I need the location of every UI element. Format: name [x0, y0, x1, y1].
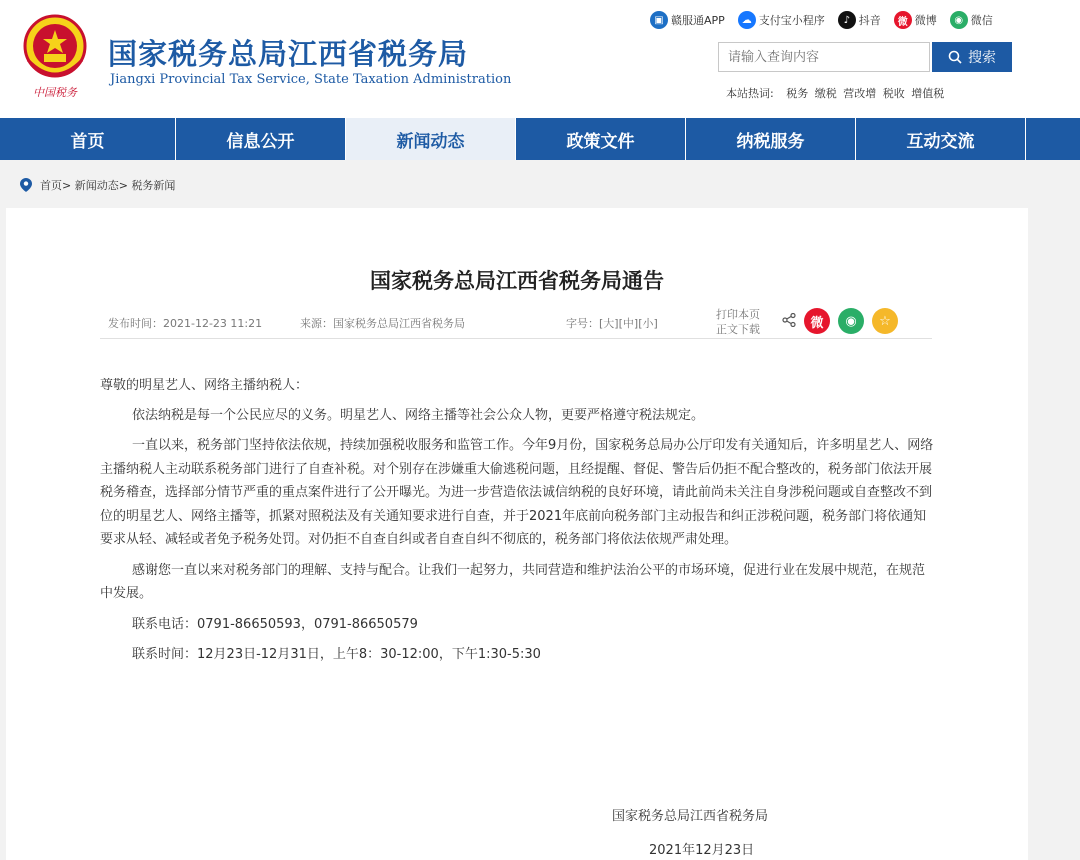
publish-time: 发布时间：2021-12-23 11:21 — [108, 317, 263, 330]
social-link-label: 微博 — [914, 14, 937, 27]
weibo-icon: 微 — [894, 11, 912, 29]
app-icon: ▣ — [650, 11, 668, 29]
font-size-large[interactable]: [大] — [599, 317, 619, 330]
search-button[interactable] — [932, 42, 1012, 72]
wechat-share-icon[interactable]: ◉ — [838, 308, 864, 334]
social-link-wechat[interactable] — [950, 11, 993, 29]
nav-item-tax-service[interactable]: 纳税服务 — [686, 118, 856, 160]
print-page-link[interactable]: 打印本页 — [716, 308, 760, 321]
font-size-medium[interactable]: [中] — [618, 317, 639, 330]
tax-emblem-logo[interactable] — [20, 10, 90, 100]
social-link-app[interactable] — [650, 11, 725, 29]
social-link-label: 抖音 — [858, 14, 881, 27]
search-button-label: 搜索 — [968, 50, 996, 66]
share-icon[interactable] — [782, 313, 796, 327]
nav-item-interaction[interactable]: 互动交流 — [856, 118, 1026, 160]
hot-word[interactable]: 税收 — [882, 87, 905, 100]
article-greeting: 尊敬的明星艺人、网络主播纳税人： — [100, 378, 309, 393]
social-link-weibo[interactable] — [894, 11, 937, 29]
nav-item-policy[interactable]: 政策文件 — [516, 118, 686, 160]
social-link-alipay[interactable] — [738, 11, 825, 29]
hot-word[interactable]: 增值税 — [911, 87, 945, 100]
article-paragraph: 感谢您一直以来对税务部门的理解、支持与配合。让我们一起努力，共同营造和维护法治公平的市场环境，促进行业在发展中规范，在规范中发展。 — [100, 562, 926, 601]
download-text-link[interactable]: 正文下载 — [716, 323, 760, 336]
hot-words — [726, 85, 947, 101]
article-title: 国家税务总局江西省税务局通告 — [370, 269, 664, 293]
location-pin-icon — [20, 178, 32, 192]
social-link-label: 支付宝小程序 — [758, 14, 825, 27]
nav-item-news[interactable]: 新闻动态 — [346, 118, 516, 160]
search-icon — [948, 50, 962, 64]
social-link-label: 微信 — [970, 14, 993, 27]
breadcrumb-tax-news[interactable]: 税务新闻 — [131, 179, 176, 192]
print-download — [716, 307, 760, 337]
breadcrumb-home[interactable]: 首页 — [40, 179, 62, 192]
site-header — [0, 0, 1080, 118]
font-size-small[interactable]: [小] — [638, 317, 658, 330]
breadcrumb-news[interactable]: 新闻动态 — [74, 179, 119, 192]
article-paragraph: 依法纳税是每一个公民应尽的义务。明星艺人、网络主播等社会公众人物，更要严格遵守税法规定。 — [132, 407, 705, 423]
social-link-label: 赣服通APP — [671, 14, 725, 27]
site-title[interactable]: 国家税务总局江西省税务局 — [108, 37, 469, 71]
douyin-icon: ♪ — [838, 11, 856, 29]
social-link-douyin[interactable] — [838, 11, 881, 29]
article-body — [100, 374, 936, 674]
font-size-label: 字号： — [566, 317, 599, 330]
nav-item-info-disclosure[interactable]: 信息公开 — [176, 118, 346, 160]
main-nav — [0, 118, 1080, 160]
hot-word[interactable]: 营改增 — [843, 87, 877, 100]
article-source: 来源：国家税务总局江西省税务局 — [300, 317, 465, 330]
alipay-icon: ☁ — [738, 11, 756, 29]
contact-phone: 联系电话：0791-86650593，0791-86650579 — [132, 616, 418, 632]
weibo-share-icon[interactable]: 微 — [804, 308, 830, 334]
site-subtitle: Jiangxi Provincial Tax Service, State Taxation Administration — [110, 72, 512, 87]
hot-word[interactable]: 缴税 — [814, 87, 837, 100]
nav-item-home[interactable]: 首页 — [0, 118, 176, 160]
wechat-icon: ◉ — [950, 11, 968, 29]
hot-words-label: 本站热词: — [726, 87, 774, 100]
article-meta — [100, 307, 932, 339]
article-paragraph: 一直以来，税务部门坚持依法依规，持续加强税收服务和监管工作。今年9月份，国家税务总局办公厅印发有关通知后，许多明星艺人、网络主播纳税人主动联系税务部门进行了自查补税。对个别存在涉嫌重大偷逃税问题，且经提醒、督促、警告后仍拒不配合整改的，税务部门依法开展税务稽查，选择部分情节严重的重点案件进行了公开曝光。为进一步营造依法诚信纳税的良好环境，请此前尚未关注自身涉税问题或自查整改不到位的明星艺人、网络主播等，抓紧对照税法及有关通知要求进行自查，并于2021年底前向税务部门主动报告和纠正涉税问题，税务部门将依通知要求从轻、减轻或者免予税务处罚。对仍拒不自查自纠或者自查自纠不彻底的，税务部门将依法依规严肃处理。 — [100, 438, 934, 547]
social-links — [650, 11, 993, 29]
signature-date: 2021年12月23日 — [649, 843, 755, 858]
font-size-controls — [566, 315, 658, 331]
emblem-text: 中国税务 — [33, 86, 77, 99]
signature-org: 国家税务总局江西省税务局 — [612, 809, 769, 824]
favorite-star-icon[interactable]: ☆ — [872, 308, 898, 334]
search-input[interactable] — [718, 42, 930, 72]
breadcrumb: 首页 > 新闻动态 > 税务新闻 — [20, 177, 175, 193]
article-panel — [6, 208, 1028, 860]
hot-word[interactable]: 税务 — [786, 87, 809, 100]
contact-hours: 联系时间：12月23日-12月31日，上午8：30-12:00，下午1:30-5:30 — [132, 647, 541, 662]
